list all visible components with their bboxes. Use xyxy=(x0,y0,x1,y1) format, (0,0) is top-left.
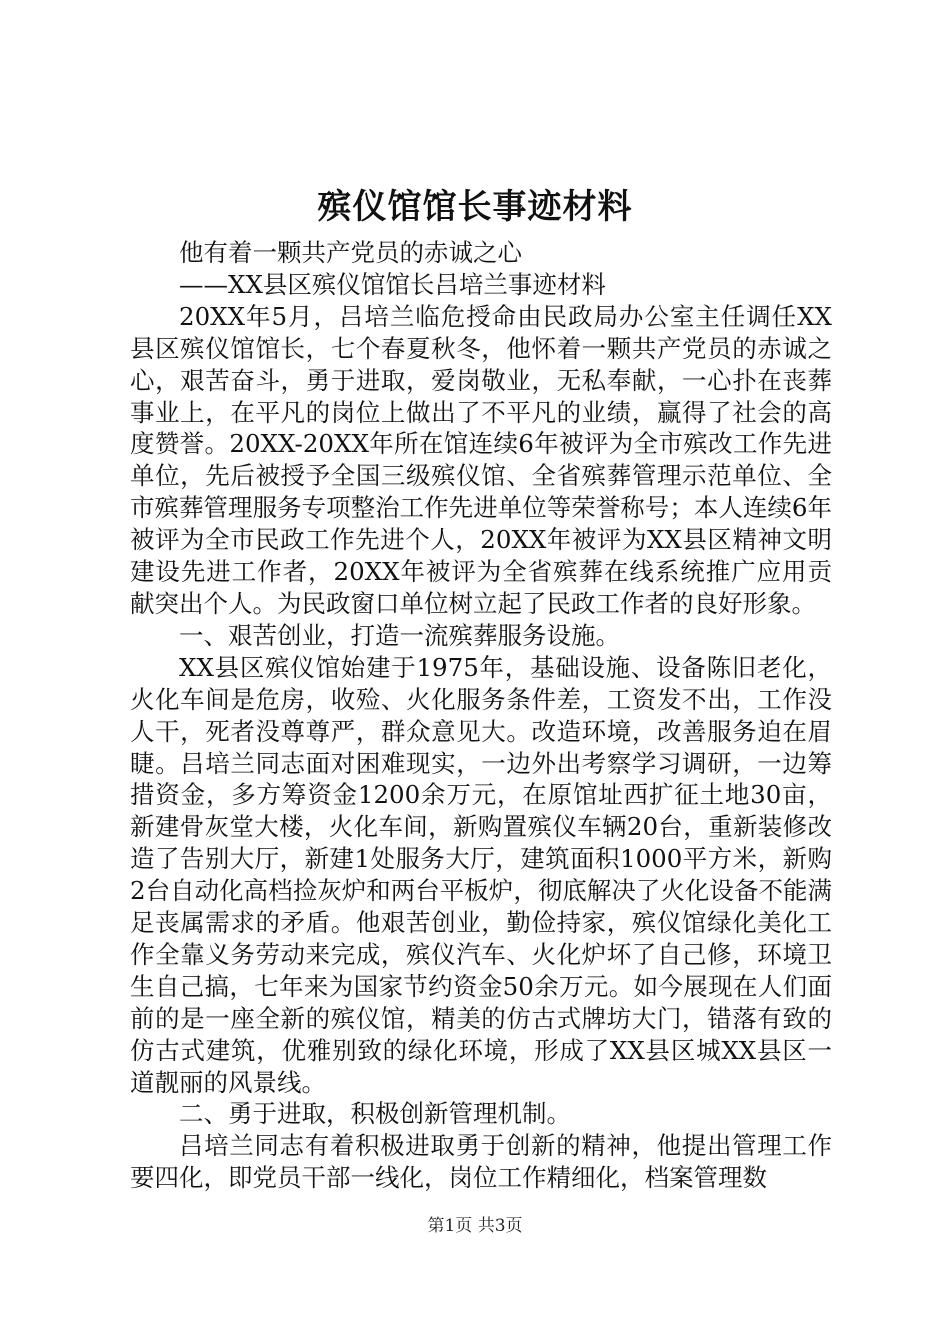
paragraph-section-1: XX县区殡仪馆始建于1975年，基础设施、设备陈旧老化，火化车间是危房，收殓、火化服务条件差，工资发不出，工作没人干，死者没尊尊严，群众意见大。改造环境，改善服务迫在眉睫。吕培兰同志面对困难现实，一边外出考察学习调研，一边筹措资金，多方筹资金1200余万元，在原馆址西扩征土地30亩，新建骨灰堂大楼，火化车间，新购置殡仪车辆20台，重新装修改造了告别大厅，新建1处服务大厅，建筑面积1000平方米，新购2台自动化高档捡灰炉和两台平板炉，彻底解决了火化设备不能满足丧属需求的矛盾。他艰苦创业，勤俭持家，殡仪馆绿化美化工作全靠义务劳动来完成，殡仪汽车、火化炉坏了自己修，环境卫生自己搞，七年来为国家节约资金50余万元。如今展现在人们面前的是一座全新的殡仪馆，精美的仿古式牌坊大门，错落有致的仿古式建筑，优雅别致的绿化环境，形成了XX县区城XX县区一道靓丽的风景线。 xyxy=(130,652,832,1097)
subtitle-line: 他有着一颗共产党员的赤诚之心 xyxy=(179,238,522,267)
document-body xyxy=(130,237,832,1194)
paragraph-section-2: 吕培兰同志有着积极进取勇于创新的精神，他提出管理工作要四化，即党员干部一线化，岗位工作精细化，档案管理数 xyxy=(130,1131,832,1193)
document-title: 殡仪馆馆长事迹材料 xyxy=(317,187,633,227)
page-footer: 第1页 共3页 xyxy=(427,1216,523,1236)
section-heading-2: 二、勇于进取，积极创新管理机制。 xyxy=(179,1099,571,1129)
paragraph-intro: 20XX年5月，吕培兰临危授命由民政局办公室主任调任XX县区殡仪馆馆长，七个春夏秋冬，他怀着一颗共产党员的赤诚之心，艰苦奋斗，勇于进取，爱岗敬业，无私奉献，一心扑在丧葬事业上，在平凡的岗位上做出了不平凡的业绩，赢得了社会的高度赞誉。20XX-20XX年所在馆连续6年被评为全市殡改工作先进单位，先后被授予全国三级殡仪馆、全省殡葬管理示范单位、全市殡葬管理服务专项整治工作先进单位等荣誉称号；本人连续6年被评为全市民政工作先进个人，20XX年被评为XX县区精神文明建设先进工作者，20XX年被评为全省殡葬在线系统推广应用贡献突出个人。为民政窗口单位树立起了民政工作者的良好形象。 xyxy=(130,301,832,618)
subtitle-byline: ——XX县区殡仪馆馆长吕培兰事迹材料 xyxy=(179,269,606,299)
section-heading-1: 一、艰苦创业，打造一流殡葬服务设施。 xyxy=(179,620,620,650)
